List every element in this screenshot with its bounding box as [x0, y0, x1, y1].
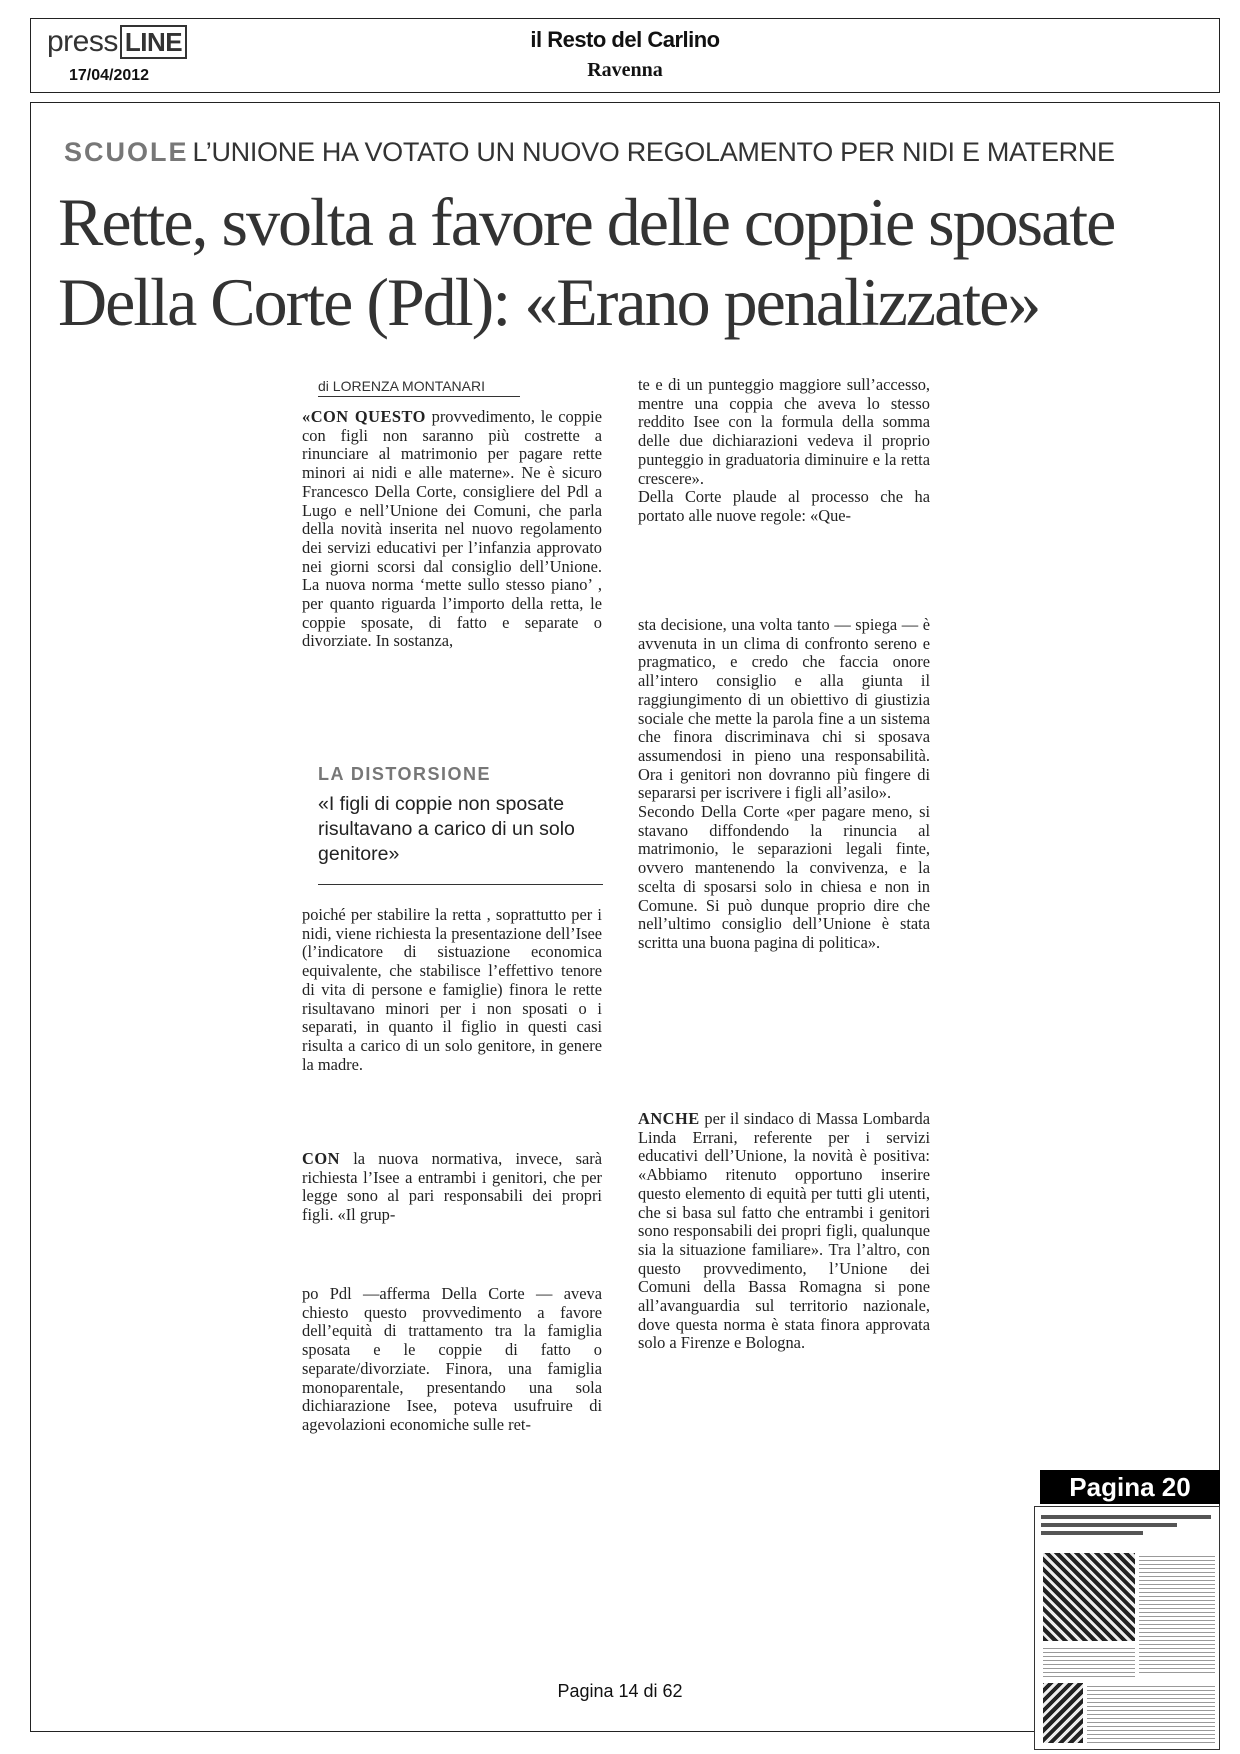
sub-kicker: LA DISTORSIONE — [318, 764, 492, 784]
kicker-text: L’UNIONE HA VOTATO UN NUOVO REGOLAMENTO PER NIDI E MATERNE — [192, 137, 1115, 167]
page-badge: Pagina 20 — [1040, 1470, 1220, 1504]
edition-name: Ravenna — [587, 59, 663, 81]
column-2-block-3 — [638, 1110, 930, 1353]
headline-line-1: Rette, svolta a favore delle coppie sposate — [58, 184, 1115, 260]
paragraph: Secondo Della Corte «per pagare meno, si stavano diffondendo la rinuncia al matrimonio, le separazioni legali finte, ovvero mantenendo la convivenza, e la scelta di sposarsi solo in chiesa e non in Comune. Si può dunque proprio dire che nell’ultimo consiglio dell’Unione è stata scritta una buona pagina di politica». — [638, 802, 930, 952]
pull-quote: «I figli di coppie non sposate risultavano a carico di un solo genitore» — [318, 792, 608, 867]
paragraph: Della Corte plaude al processo che ha portato alle nuove regole: «Que- — [638, 487, 930, 525]
article-byline: di LORENZA MONTANARI — [318, 378, 520, 397]
paragraph: la nuova normativa, invece, sarà richiesta l’Isee a entrambi i genitori, che per legge sono al pari responsabili dei propri figli. «Il grup- — [302, 1149, 602, 1225]
column-1-block-4 — [302, 1285, 602, 1435]
newspaper-name: il Resto del Carlino — [530, 27, 720, 52]
thumbnail-photo — [1043, 1553, 1135, 1641]
paragraph: provvedimento, le coppie con figli non saranno più costrette a rinunciare al matrimonio per pagare rette minori ai nidi e alle materne». Ne è sicuro Francesco Della Corte, consigliere del Pdl a Lugo e nell’Unione dei Comuni, che parla della novità inserita nel nuovo regolamento dei servizi educativi per l’infanzia approvato nei giorni scorsi dal consiglio dell’Unione. La nuova norma ‘mette sullo stesso piano’ , per quanto riguarda l’importo della retta, le coppie sposate, di fatto e separate o divorziate. In sostanza, — [302, 407, 602, 651]
paragraph: sta decisione, una volta tanto — spiega — è avvenuta in un clima di confronto sereno e pragmatico, e credo che faccia onore all’intero consiglio e alla giunta il raggiungimento di un obiettivo di giustizia sociale che mette la parola fine a un sistema che finora discriminava chi si sposava assumendosi in pieno una responsabilità. Ora i genitori non dovranno più fingere di separarsi per iscrivere i figli all’asilo». — [638, 615, 930, 803]
page-counter: Pagina 14 di 62 — [557, 1681, 683, 1701]
paragraph: per il sindaco di Massa Lombarda Linda Errani, referente per i servizi educativi dell’Unione, la novità è positiva: «Abbiamo ritenuto opportuno inserire questo elemento di equità per tutti gli utenti, che si basa sul fatto che entrambi i genitori sono responsabili dei propri figli, qualunque sia la situazione familiare». Tra l’altro, con questo provvedimento, l’Unione dei Comuni della Bassa Romagna si pone all’avanguardia sul territorio nazionale, dove questa norma è stata finora approvata solo a Firenze e Bologna. — [638, 1109, 930, 1353]
kicker-tag: SCUOLE — [64, 137, 189, 167]
column-2-block-1 — [638, 376, 930, 526]
column-1-block-3 — [302, 1150, 602, 1225]
column-2-block-2 — [638, 616, 930, 953]
lead-in: ANCHE — [638, 1109, 700, 1128]
pull-quote-rule — [318, 884, 603, 885]
thumbnail-text — [1043, 1647, 1135, 1677]
column-1-block-1 — [302, 408, 602, 726]
column-1-block-2 — [302, 906, 602, 1074]
article-kicker — [64, 137, 1115, 168]
article-headline — [58, 182, 1208, 342]
thumbnail-text — [1139, 1553, 1215, 1673]
paragraph: po Pdl —afferma Della Corte — aveva chiesto questo provvedimento a favore dell’equità di trattamento tra la famiglia sposata e le coppie di fatto o separate/divorziate. Finora, una famiglia monoparentale, presentando una sola dichiarazione Isee, poteva usufruire di agevolazioni economiche sulle ret- — [302, 1284, 602, 1434]
lead-in: CON — [302, 1149, 340, 1168]
lead-in: «CON QUESTO — [302, 407, 426, 426]
headline-line-2: Della Corte (Pdl): «Erano penalizzate» — [58, 264, 1040, 340]
clipping-date: 17/04/2012 — [69, 67, 150, 84]
page-thumbnail — [1034, 1506, 1220, 1750]
pressline-logo: press LINE — [47, 25, 187, 59]
paragraph: poiché per stabilire la retta , soprattutto per i nidi, viene richiesta la presentazione dell’Isee (l’indicatore di sistuazione economica equivalente, che stabilisce l’effettivo tenore di vita di persone e famiglie) finora le rette risultavano minori per i non sposati o i separati, in quanto il figlio in questi casi risulta a carico di un solo genitore, in genere la madre. — [302, 905, 602, 1074]
paragraph: te e di un punteggio maggiore sull’accesso, mentre una coppia che aveva lo stesso reddito Isee con la formula della somma delle due dichiarazioni vedeva il proprio punteggio in graduatoria diminuire e la retta crescere». — [638, 375, 930, 488]
thumbnail-header — [1041, 1515, 1211, 1549]
clipping-header — [30, 18, 1220, 93]
